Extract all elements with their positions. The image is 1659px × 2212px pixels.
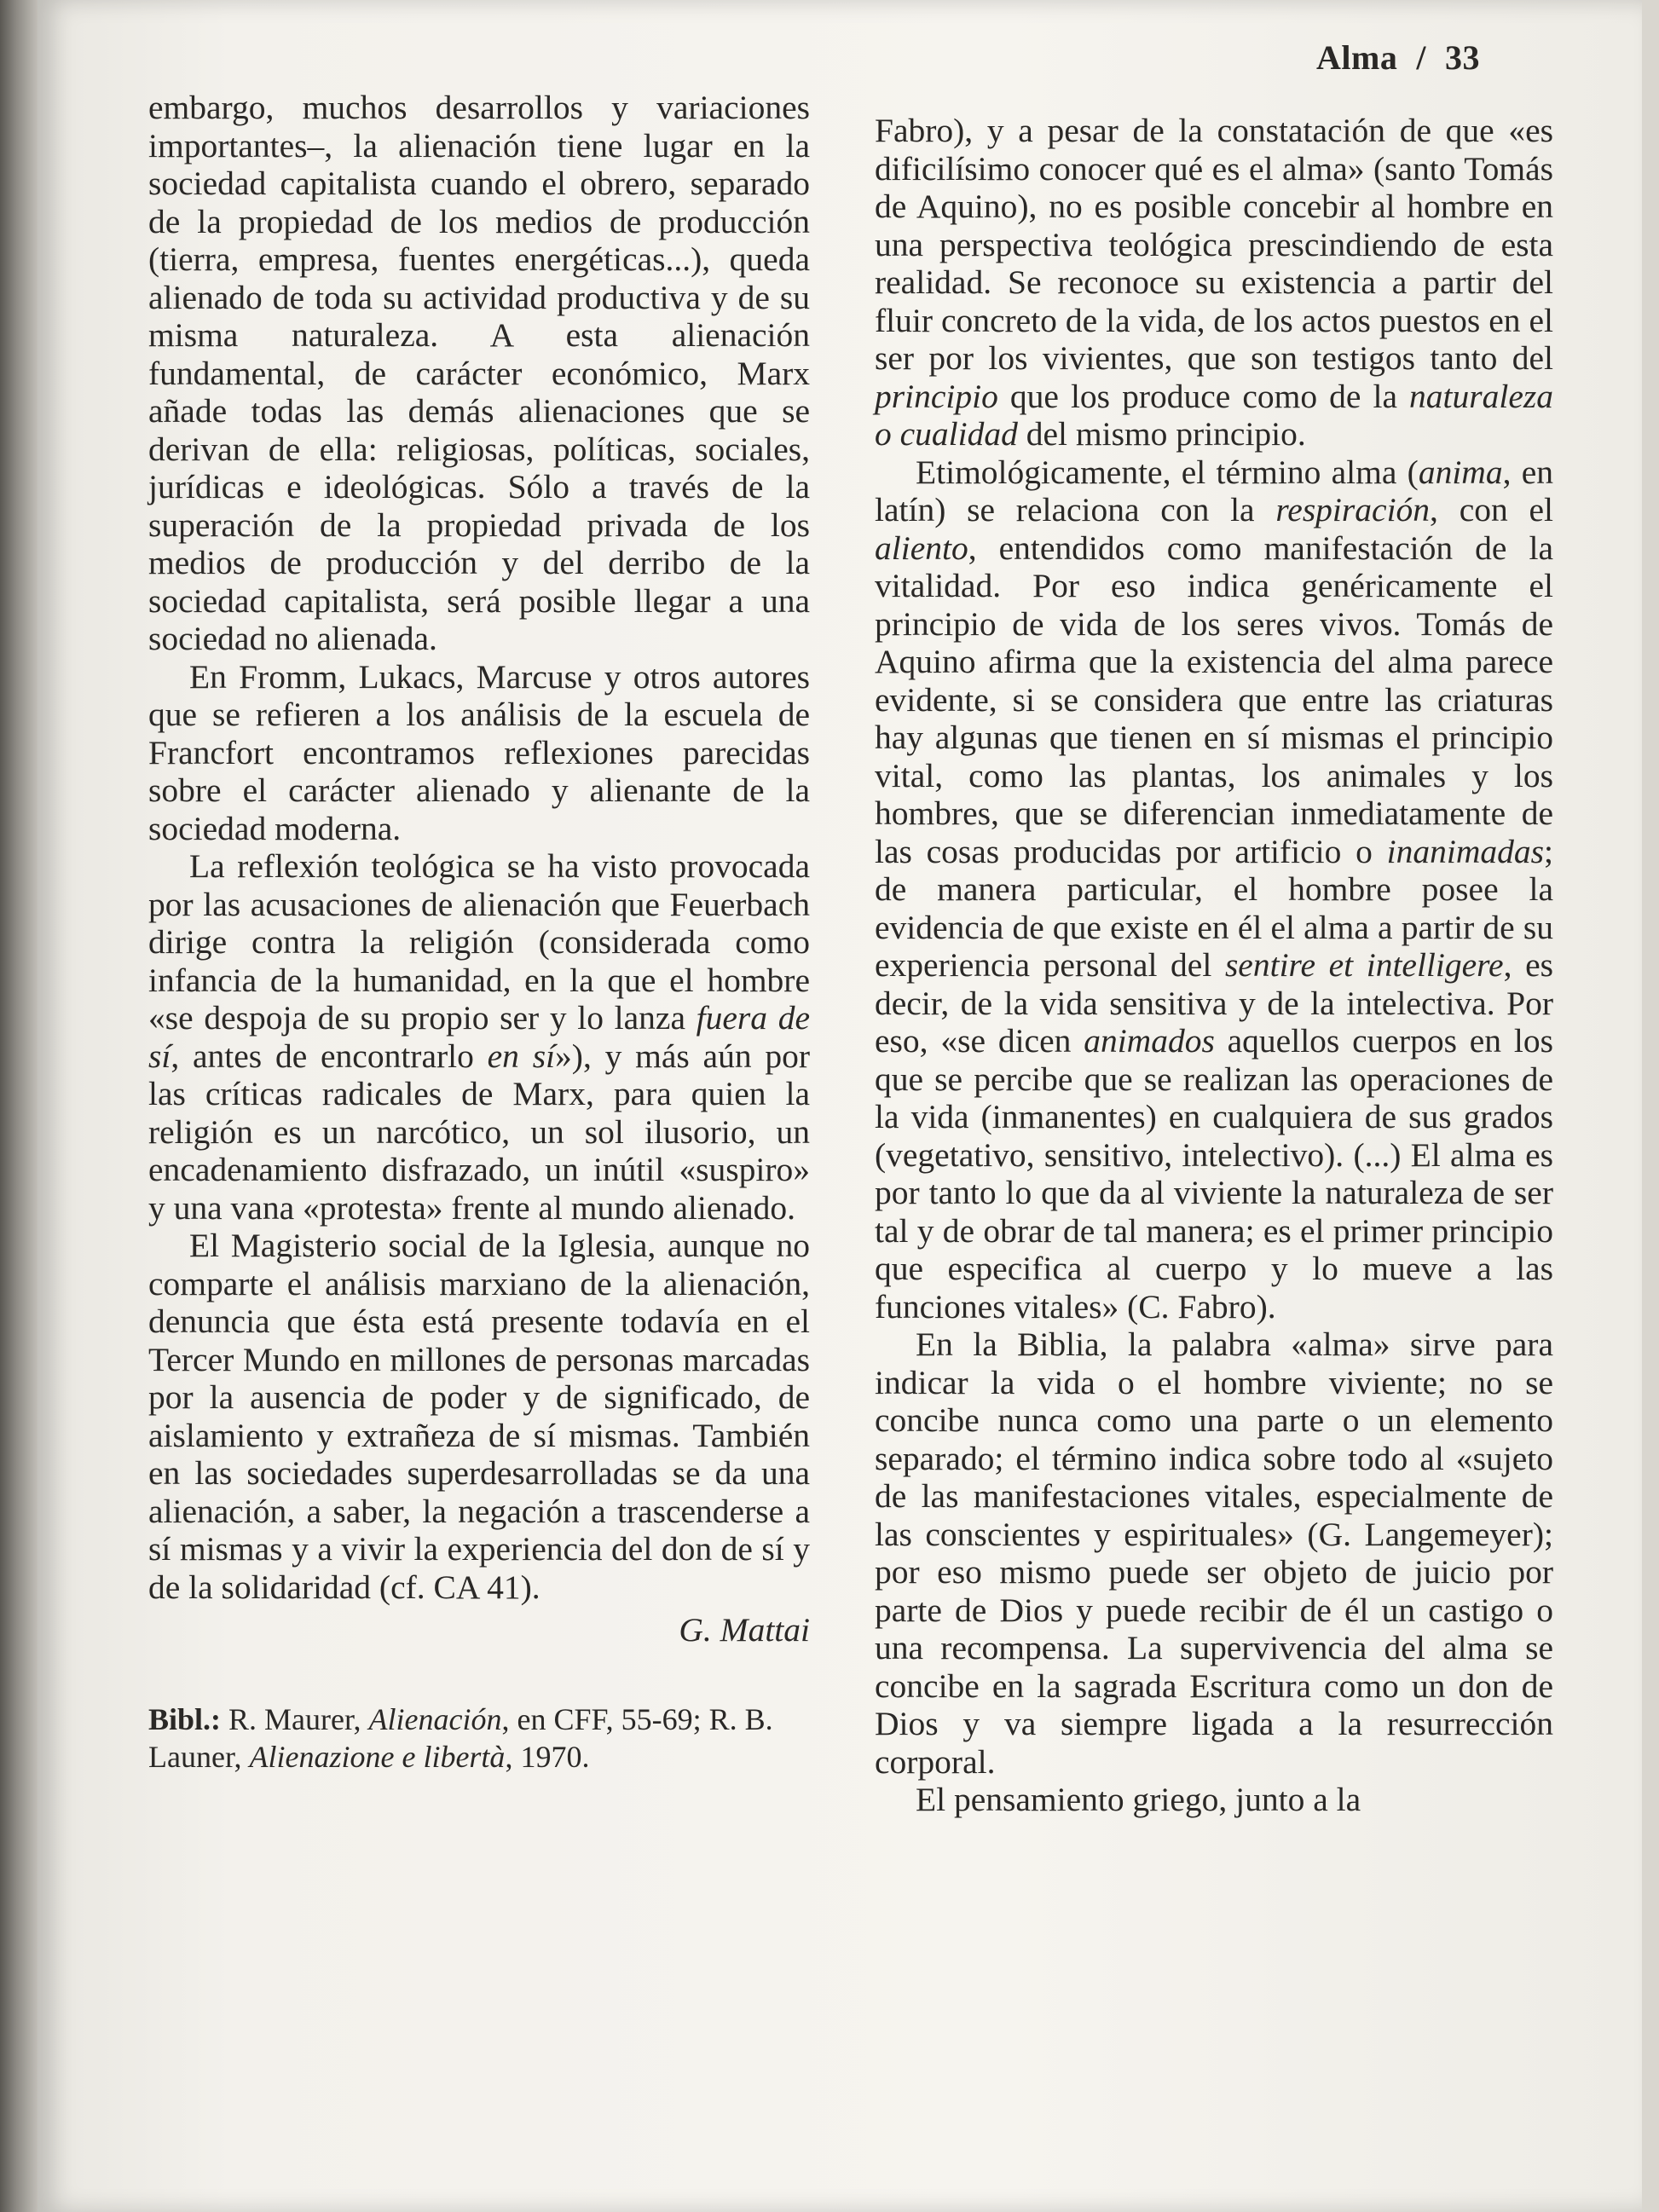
header-separator: /	[1416, 38, 1426, 77]
right-column	[875, 112, 1553, 1819]
paragraph-frankfurt-school: En Fromm, Lukacs, Marcuse y otros autores que se refieren a los análisis de la escuela de Francfort encontramos reflexiones parecidas sobre el carácter alienado y alienante de la sociedad moderna.	[148, 657, 810, 847]
book-spine-shadow	[0, 0, 41, 2212]
left-column	[148, 89, 810, 1776]
book-page	[38, 0, 1642, 2212]
paragraph-etymology: Etimológicamente, el término alma (anima, en latín) se relaciona con la respiración, con el aliento, entendidos como manifestación de la vitalidad. Por eso indica genéricamente el principio de vida de los seres vivos. Tomás de Aquino afirma que la existencia del alma parece evidente, si se considera que entre las criaturas hay algunas que tienen en sí mismas el principio vital, como las plantas, los animales y los hombres, que se diferencian inmediatamente de las cosas producidas por artificio o inanimadas; de manera particular, el hombre posee la evidencia de que existe en él el alma a partir de su experiencia personal del sentire et intelligere, es decir, de la vida sensitiva y de la intelectiva. Por eso, «se dicen animados aquellos cuerpos en los que se percibe que se realizan las operaciones de la vida (inmanentes) en cualquiera de sus grados (vegetativo, sensitivo, intelectivo). (...) El alma es por tanto lo que da al viviente la naturaleza de ser tal y de obrar de tal manera; es el primer principio que especifica al cuerpo y lo mueve a las funciones vitales» (C. Fabro).	[875, 453, 1553, 1325]
header-entry: Alma	[1316, 38, 1398, 77]
paragraph-marx-alienation: embargo, muchos desarrollos y variaciones importantes–, la alienación tiene lugar en la sociedad capitalista cuando el obrero, separado de la propiedad de los medios de producción (tierra, empresa, fuentes energéticas...), queda alienado de toda su actividad productiva y de su misma naturaleza. A esta alienación fundamental, de carácter económico, Marx añade todas las demás alienaciones que se derivan de ella: religiosas, políticas, sociales, jurídicas e ideológicas. Sólo a través de la superación de la propiedad privada de los medios de producción y del derribo de la sociedad capitalista, será posible llegar a una sociedad no alienada.	[148, 89, 810, 657]
bibliography: Bibl.: R. Maurer, Alienación, en CFF, 55-69; R. B. Launer, Alienazione e libertà, 1970.	[148, 1701, 773, 1774]
paragraph-soul-reality: Fabro), y a pesar de la constatación de que «es dificilísimo conocer qué es el alma» (santo Tomás de Aquino), no es posible concebir al hombre en una perspectiva teológica prescindiendo de esta realidad. Se reconoce su existencia a partir del fluir concreto de la vida, de los actos puestos en el ser por los vivientes, que son testigos tanto del principio que los produce como de la naturaleza o cualidad del mismo principio.	[875, 112, 1553, 453]
paragraph-bible: En la Biblia, la palabra «alma» sirve para indicar la vida o el hombre viviente; no se concibe nunca como una parte o un elemento separado; el término indica sobre todo al «sujeto de las manifestaciones vitales, especialmente de las conscientes y espirituales» (G. Langemeyer); por eso mismo puede ser objeto de juicio por parte de Dios y puede recibir de él un castigo o una recompensa. La supervivencia del alma se concibe en la sagrada Escritura como un don de Dios y va siempre ligada a la resurrección corporal.	[875, 1325, 1553, 1781]
page-number: 33	[1445, 38, 1480, 77]
paragraph-theological-reflection: La reflexión teológica se ha visto provocada por las acusaciones de alienación que Feuerbach dirige contra la religión (considerada como infancia de la humanidad, en la que el hombre «se despoja de su propio ser y lo lanza fuera de sí, antes de encontrarlo en sí»), y más aún por las críticas radicales de Marx, para quien la religión es un narcótico, un sol ilusorio, un encadenamiento disfrazado, un inútil «suspiro» y una vana «protesta» frente al mundo alienado.	[148, 847, 810, 1227]
paragraph-greek-thought: El pensamiento griego, junto a la	[916, 1781, 1361, 1818]
paragraph-social-magisterium: El Magisterio social de la Iglesia, aunque no comparte el análisis marxiano de la alienación, denuncia que ésta está presente todavía en el Tercer Mundo en millones de personas marcadas por la ausencia de poder y de significado, de aislamiento y extrañeza de sí mismas. También en las sociedades superdesarrolladas se da una alienación, a saber, la negación a trascenderse a sí mismas y a vivir la experiencia del don de sí y de la solidaridad (cf. CA 41).	[148, 1227, 810, 1606]
article-author: G. Mattai	[679, 1611, 810, 1649]
running-header	[1316, 38, 1480, 78]
